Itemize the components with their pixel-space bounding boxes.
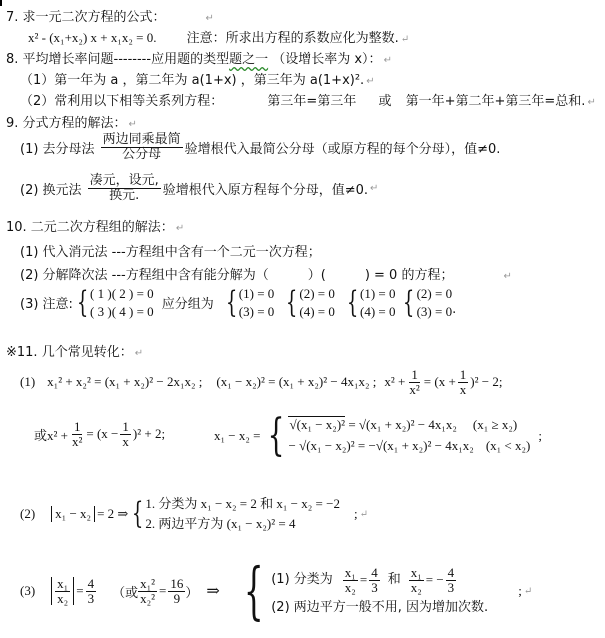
group-3: { (1) = 0 (4) = 0: [346, 284, 396, 320]
text-cursor: [0, 0, 2, 6]
section-8-item-1: （1）第一年为 a ，第二年为 a(1+x) ，第三年为 a(1+x)². ↵: [20, 73, 375, 88]
paragraph-mark-icon: ↵: [400, 34, 410, 45]
paragraph-mark-icon: ↵: [134, 348, 144, 359]
section-10-title: 10. 二元二次方程组的解法： ↵: [6, 220, 185, 235]
fraction-clear-denominator: $\frac{\text{两边同乘最简}}{\text{公分母}}$: [102, 132, 181, 162]
section-8-title: 8. 平均增长率问题--------应用题的类型题之一 （设增长率为 x）： ↵: [6, 52, 392, 67]
formula-1-alt: 或x² + $\frac{1}{\text{x²}}$ = (x − $\frac{1}{x}$ )² + 2;: [34, 419, 166, 449]
section-7-note: 注意：所求出方程的系数应化为整数.: [186, 31, 399, 46]
formula-difference-of-roots: x₁ − x₂ = { √(x₁ − x₂)² = √(x₁ + x₂)² − 4x₁x₂ (x₁ ≥ x₂) − √(x₁ − x₂)² = −√(x₁ + x₂)² − 4x₁x₂ (x₁ < x₂) ;: [214, 410, 542, 461]
paragraph-mark-icon: ↵: [523, 585, 533, 597]
formula-1: (1) x₁² + x₂² = (x₁ + x₂)² − 2x₁x₂ ; (x₁ − x₂)² = (x₁ + x₂)² − 4x₁x₂ ; x² + $\frac{1}{\text{x²}}$ = (x + $\frac{1}{x}$ )² − 2;: [20, 367, 503, 397]
fraction-substitution: $\frac{\text{凑元，设元,}}{\text{换元.}}$: [89, 173, 159, 203]
group-4: { (2) = 0 (3) = 0: [403, 284, 453, 320]
paragraph-mark-icon: ↵: [503, 271, 512, 282]
formula-3: (3) $\frac{\text{x₁}}{\text{x₂}}$ = $\frac{4}{3}$ （或 $\frac{\text{x₁²}}{\text{x₂²}}$ = $\frac{16}{9}$ ） ⇒ { (1) 分类为 $\frac{\text{x₁}}{\text{x₂}}$ = $\frac{4}{3}$ 和 $\frac{\text{x₁}}{\text{x₂}}$ = − $\frac{4}{3}$ (2) 两边平方一般不用, 因为增加次数. ; ↵: [20, 554, 533, 627]
section-10-item-2: (2) 分解降次法 ---方程组中含有能分解为（ ）( ) = 0 的方程； ↵: [20, 268, 512, 283]
group-1: { (1) = 0 (3) = 0: [225, 284, 275, 320]
paragraph-mark-icon: ↵: [128, 119, 137, 130]
section-7-formula-line: [28, 27, 409, 46]
section-9-item-2: (2) 换元法 $\frac{\text{凑元，设元,}}{\text{换元.}}$ 验增根代入原方程每个分母，值≠0. ↵: [20, 173, 379, 203]
paragraph-mark-icon: ↵: [205, 13, 214, 24]
section-9-item-1: (1) 去分母法 $\frac{\text{两边同乘最简}}{\text{公分母}}$ 验增根代入最简公分母（或原方程的每个分母），值≠0.: [20, 132, 501, 162]
quadratic-formula: x² - (x₁+x₂) x + x₁x₂ = 0.: [28, 30, 157, 45]
paragraph-mark-icon: ↵: [587, 97, 596, 108]
left-brace-icon: {: [225, 284, 237, 320]
paragraph-mark-icon: ↵: [383, 55, 392, 66]
equation-system: { ( 1 )( 2 ) = 0 ( 3 )( 4 ) = 0: [76, 284, 154, 320]
section-10-item-1: (1) 代入消元法 ---方程组中含有一个二元一次方程；: [20, 245, 321, 260]
section-11-title: ※11. 几个常见转化： ↵: [6, 345, 144, 360]
left-brace-icon: {: [286, 284, 298, 320]
section-7-title: 7. 求一元二次方程的公式： ↵: [6, 10, 214, 25]
paragraph-mark-icon: ↵: [366, 76, 375, 87]
section-10-item-3: (3) 注意: { ( 1 )( 2 ) = 0 ( 3 )( 4 ) = 0 应分组为 { (1) = 0 (3) = 0 { (2) = 0 (4) = 0 { (1) = 0 (4) = 0 { (2) = 0 (3) = 0 .: [20, 284, 457, 320]
left-brace-icon: {: [243, 554, 264, 627]
paragraph-mark-icon: ↵: [370, 182, 379, 194]
left-brace-icon: {: [132, 496, 144, 532]
paragraph-mark-icon: ↵: [359, 508, 368, 520]
left-brace-icon: {: [403, 284, 415, 320]
paragraph-mark-icon: ↵: [175, 223, 185, 234]
left-brace-icon: {: [346, 284, 359, 320]
spellcheck-underlined-text: 题之一: [229, 52, 269, 67]
formula-2: (2) x₁ − x₂ = 2 ⇒ { 1. 分类为 x₁ − x₂ = 2 和 x₁ − x₂ = −2 2. 两边平方为 (x₁ − x₂)² = 4 ; ↵: [20, 496, 368, 532]
left-brace-icon: {: [268, 410, 285, 461]
section-9-title: 9. 分式方程的解法： ↵: [6, 116, 137, 131]
group-2: { (2) = 0 (4) = 0: [286, 284, 335, 320]
section-8-item-2: （2）常利用以下相等关系列方程： 第三年=第三年 或 第一年+第二年+第三年=总和. ↵: [20, 94, 596, 109]
left-brace-icon: {: [76, 284, 89, 320]
